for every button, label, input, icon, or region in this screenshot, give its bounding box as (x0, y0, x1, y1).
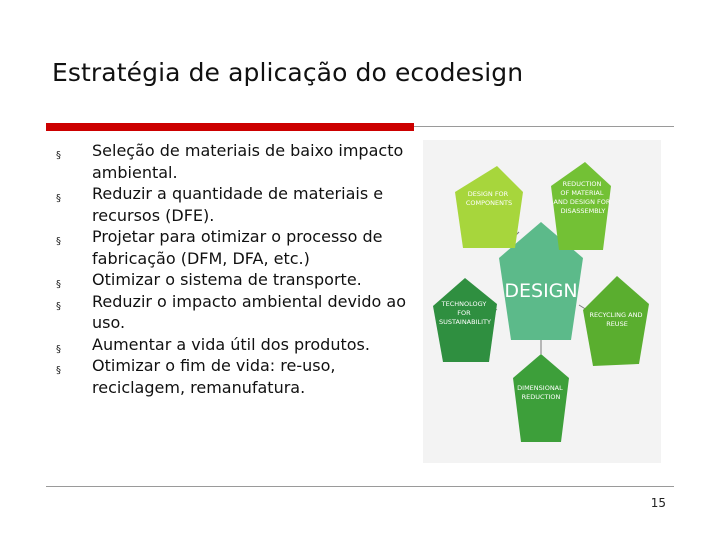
petal-label-line: OF MATERIAL (560, 189, 604, 197)
bullet-marker-icon: § (56, 365, 61, 376)
bullet-item (56, 269, 416, 291)
petal-label-line: RECYCLING AND (589, 311, 643, 319)
bullet-item (56, 226, 416, 269)
bullet-text: Reduzir a quantidade de materiais e recursos (DFE). (92, 184, 384, 225)
bullet-text: Aumentar a vida útil dos produtos. (92, 334, 370, 354)
bullet-marker-icon: § (56, 300, 61, 312)
bullet-list (56, 140, 416, 398)
bullet-item (56, 291, 416, 334)
bullet-text: Seleção de materiais de baixo impacto ambiental. (92, 141, 404, 182)
bullet-marker-icon: § (56, 150, 61, 161)
bullet-text: Reduzir o impacto ambiental devido ao uso. (92, 291, 406, 332)
slide-title: Estratégia de aplicação do ecodesign (52, 58, 524, 87)
page-number: 15 (650, 496, 666, 510)
bullet-text: Otimizar o sistema de transporte. (92, 270, 362, 289)
bullet-marker-icon: § (56, 279, 61, 290)
ecodesign-diagram (423, 140, 661, 463)
svg-text:DIMENSIONAL REDUCTION (517, 384, 565, 401)
svg-text:DESIGN FOR COMPONENTS (466, 190, 512, 207)
bullet-text: Otimizar o fim de vida: re-uso, reciclagem, remanufatura. (92, 356, 336, 397)
bullet-item (56, 334, 416, 356)
petal-label-line: FOR (457, 309, 471, 317)
petal-label-line: TECHNOLOGY (441, 300, 487, 308)
petal-reduction-of-material (551, 162, 611, 250)
petal-label-line: DISASSEMBLY (560, 207, 606, 215)
design-center-label: DESIGN (504, 280, 578, 302)
petal-label-line: DESIGN FOR (467, 190, 509, 198)
bullet-text: Projetar para otimizar o processo de fabricação (DFM, DFA, etc.) (92, 227, 383, 268)
petal-label-line: AND DESIGN FOR (553, 198, 611, 206)
petal-label-line: COMPONENTS (465, 199, 513, 207)
bullet-item (56, 183, 416, 226)
petal-label-line: REDUCTION (562, 180, 602, 188)
bullet-marker-icon: § (56, 343, 61, 355)
footer-divider (46, 486, 674, 487)
bullet-item (56, 355, 416, 398)
petal-label-line: DIMENSIONAL (517, 384, 563, 392)
bullet-marker-icon: § (56, 236, 61, 247)
petal-label-line: SUSTAINABILITY (438, 318, 492, 326)
bullet-item (56, 140, 416, 183)
petal-label-line: REUSE (606, 320, 628, 328)
title-accent-bar (46, 123, 414, 131)
petal-label-line: REDUCTION (521, 393, 561, 401)
bullet-marker-icon: § (56, 193, 61, 204)
petal-design-for-components (455, 166, 523, 248)
